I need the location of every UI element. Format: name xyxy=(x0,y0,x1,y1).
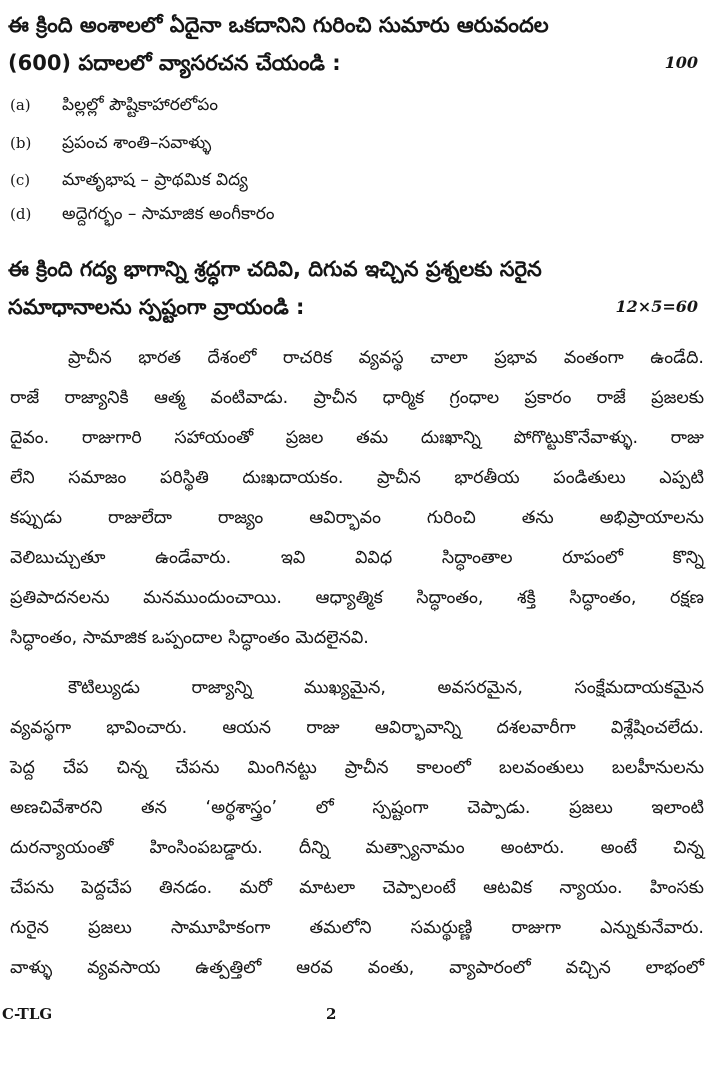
passage-line: వెలిబుచ్చుతూ ఉండేవారు. ఇవి వివిధ సిద్ధాంతాల రూపంలో కొన్ని xyxy=(10,548,704,568)
passage-line: దైవం. రాజుగారి సహాయంతో ప్రజల తమ దుఃఖాన్ని పోగొట్టుకొనేవాళ్ళు. రాజు xyxy=(10,428,704,448)
passage-line: కౌటిల్యుడు రాజ్యాన్ని ముఖ్యమైన, అవసరమైన, సంక్షేమదాయకమైన xyxy=(68,678,704,698)
passage-line: ప్రాచీన భారత దేశంలో రాచరిక వ్యవస్థ చాలా ప్రభావ వంతంగా ఉండేది. xyxy=(68,348,704,368)
passage-paragraph-1 xyxy=(10,338,704,658)
page-number: 2 xyxy=(326,1005,337,1023)
option-label: (c) xyxy=(10,171,31,189)
comprehension-question-heading xyxy=(8,250,708,326)
comprehension-heading-line-2-row xyxy=(8,288,708,326)
passage-line: లేని సమాజం పరిస్థితి దుఃఖదాయకం. ప్రాచీన భారతీయ పండితులు ఎప్పటి xyxy=(10,468,704,488)
passage-line: వ్యవస్థగా భావించారు. ఆయన రాజు ఆవిర్భావాన్ని దశలవారీగా విశ్లేషించలేదు. xyxy=(10,718,704,738)
essay-question-heading xyxy=(8,6,708,82)
passage-line: అణచివేశారని తన ‘అర్థశాస్త్రం’ లో స్పష్టంగా చెప్పాడు. ప్రజలు ఇలాంటి xyxy=(10,798,704,818)
passage-line: రాజే రాజ్యానికి ఆత్మ వంటివాడు. ప్రాచీన ధార్మిక గ్రంధాల ప్రకారం రాజే ప్రజలకు xyxy=(10,388,704,408)
passage-line: గురైన ప్రజలు సామూహికంగా తమలోని సమర్థుణ్ణి రాజుగా ఎన్నుకునేవారు. xyxy=(10,918,704,938)
essay-heading-line-1: ఈ క్రింది అంశాలలో ఏదైనా ఒకదానిని గురించి సుమారు ఆరువందల xyxy=(8,13,549,37)
passage-line: చేపను పెద్దచేప తినడం. మరో మాటలా చెప్పాలంటే ఆటవిక న్యాయం. హింసకు xyxy=(10,878,704,898)
essay-option-a xyxy=(10,88,700,122)
paper-code: C-TLG xyxy=(2,1005,53,1023)
option-label: (a) xyxy=(10,96,31,114)
option-text: మాతృభాష – ప్రాథమిక విద్య xyxy=(62,170,248,190)
passage-line: పెద్ద చేప చిన్న చేపను మింగినట్టు ప్రాచీన కాలంలో బలవంతులు బలహీనులను xyxy=(10,758,704,778)
passage-line: ప్రతిపాదనలను మనముందుంచాయి. ఆధ్యాత్మిక సిద్ధాంతం, శక్తి సిద్ధాంతం, రక్షణ xyxy=(10,588,704,608)
essay-option-d xyxy=(10,197,700,231)
option-text: ప్రపంచ శాంతి–సవాళ్ళు xyxy=(62,133,212,153)
essay-heading-line-2: (600) పదాలలో వ్యాసరచన చేయండి : xyxy=(8,51,341,75)
comprehension-heading-line-1: ఈ క్రింది గద్య భాగాన్ని శ్రద్ధగా చదివి, దిగువ ఇచ్చిన ప్రశ్నలకు సరైన xyxy=(8,257,542,281)
passage-line: సిద్ధాంతం, సామాజిక ఒప్పందాల సిద్ధాంతం మెదలైనవి. xyxy=(10,628,369,648)
essay-marks: 100 xyxy=(664,53,698,72)
passage-line: దురన్యాయంతో హింసింపబడ్డారు. దీన్ని మత్స్యానామం అంటారు. అంటే చిన్న xyxy=(10,838,704,858)
comprehension-marks: 12×5=60 xyxy=(615,297,698,316)
option-text: అద్దెగర్భం – సామాజిక అంగీకారం xyxy=(62,204,275,224)
passage-line: వాళ్ళు వ్యవసాయ ఉత్పత్తిలో ఆరవ వంతు, వ్యాపారంలో వచ్చిన లాభంలో xyxy=(10,958,704,978)
option-text: పిల్లల్లో పౌష్టికాహారలోపం xyxy=(62,95,218,115)
passage-line: కప్పుడు రాజులేదా రాజ్యం ఆవిర్భావం గురించి తను అభిప్రాయాలను xyxy=(10,508,704,528)
passage-paragraph-2 xyxy=(10,668,704,988)
essay-option-b xyxy=(10,126,700,160)
option-label: (b) xyxy=(10,134,32,152)
essay-option-c xyxy=(10,163,700,197)
essay-heading-line-2-row xyxy=(8,44,708,82)
comprehension-heading-line-2: సమాధానాలను స్పష్టంగా వ్రాయండి : xyxy=(8,295,305,319)
option-label: (d) xyxy=(10,205,32,223)
